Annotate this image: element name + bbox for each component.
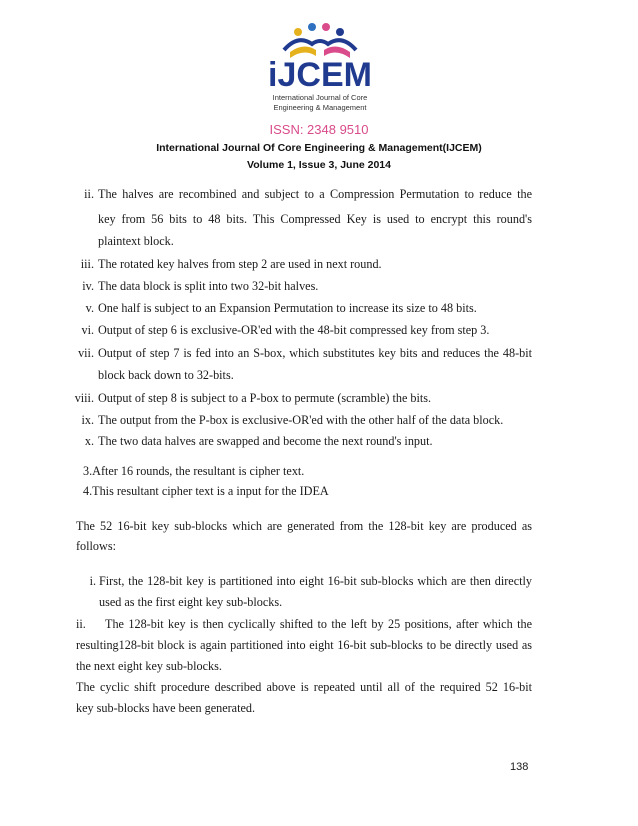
step-line: The halves are recombined and subject to a Compression Permutation to reduce the	[98, 187, 532, 201]
step-number: vi.	[81, 323, 94, 337]
paragraph-1-line-2: follows:	[76, 539, 116, 553]
step-line: The output from the P-box is exclusive-OR'ed with the other half of the data block.	[98, 413, 504, 427]
journal-name: International Journal Of Core Engineering & Management(IJCEM)	[156, 142, 482, 154]
list2-item-2-line-1: The 128-bit key is then cyclically shifted to the left by 25 positions, after which the	[105, 617, 532, 631]
page-number: 138	[510, 761, 529, 773]
step-line: Output of step 6 is exclusive-OR'ed with the 48-bit compressed key from step 3.	[98, 323, 490, 337]
list2-number: i.	[89, 574, 96, 588]
list2-item-2-line-3: the next eight key sub-blocks.	[76, 659, 222, 673]
step-number: x.	[84, 434, 94, 448]
step-line: key from 56 bits to 48 bits. This Compressed Key is used to encrypt this round's	[98, 212, 532, 226]
journal-logo	[254, 20, 386, 120]
step-line: Output of step 8 is subject to a P-box to permute (scramble) the bits.	[98, 391, 432, 405]
step-number: ii.	[84, 187, 94, 201]
step-line: The two data halves are swapped and become the next round's input.	[98, 434, 433, 448]
step-number: vii.	[78, 346, 94, 360]
step-number: iii.	[80, 257, 94, 271]
step-number: ix.	[81, 413, 94, 427]
journal-volume: Volume 1, Issue 3, June 2014	[247, 159, 391, 171]
step-line: plaintext block.	[98, 234, 174, 248]
list2-item-1-line-1: First, the 128-bit key is partitioned into eight 16-bit sub-blocks which are then directly	[99, 574, 532, 588]
paragraph-2-line-1: The cyclic shift procedure described above is repeated until all of the required 52 16-bit	[76, 680, 532, 694]
issn: ISSN: 2348 9510	[269, 122, 369, 137]
step-number: iv.	[82, 279, 94, 293]
step-number: viii.	[74, 391, 94, 405]
step-line: block back down to 32-bits.	[98, 368, 234, 382]
note-3: 3.After 16 rounds, the resultant is cipher text.	[83, 464, 305, 478]
list2-item-2-line-2: resulting128-bit block is again partitioned into eight 16-bit sub-blocks to be directly used as	[76, 638, 532, 652]
step-line: The data block is split into two 32-bit halves.	[98, 279, 319, 293]
logo-subtitle-1: International Journal of Core	[272, 93, 368, 102]
paragraph-1-line-1: The 52 16-bit key sub-blocks which are generated from the 128-bit key are produced as	[76, 519, 532, 533]
step-number: v.	[85, 301, 94, 315]
step-line: Output of step 7 is fed into an S-box, which substitutes key bits and reduces the 48-bit	[98, 346, 532, 360]
note-4: 4.This resultant cipher text is a input for the IDEA	[83, 484, 329, 498]
list2-number: ii.	[76, 617, 86, 631]
step-line: The rotated key halves from step 2 are used in next round.	[98, 257, 382, 271]
paragraph-2-line-2: key sub-blocks have been generated.	[76, 701, 256, 715]
step-line: One half is subject to an Expansion Permutation to increase its size to 48 bits.	[98, 301, 477, 315]
logo-text: iJCEM	[268, 56, 372, 94]
list2-item-1-line-2: used as the first eight key sub-blocks.	[99, 595, 283, 609]
logo-subtitle-2: Engineering & Management	[273, 103, 367, 112]
